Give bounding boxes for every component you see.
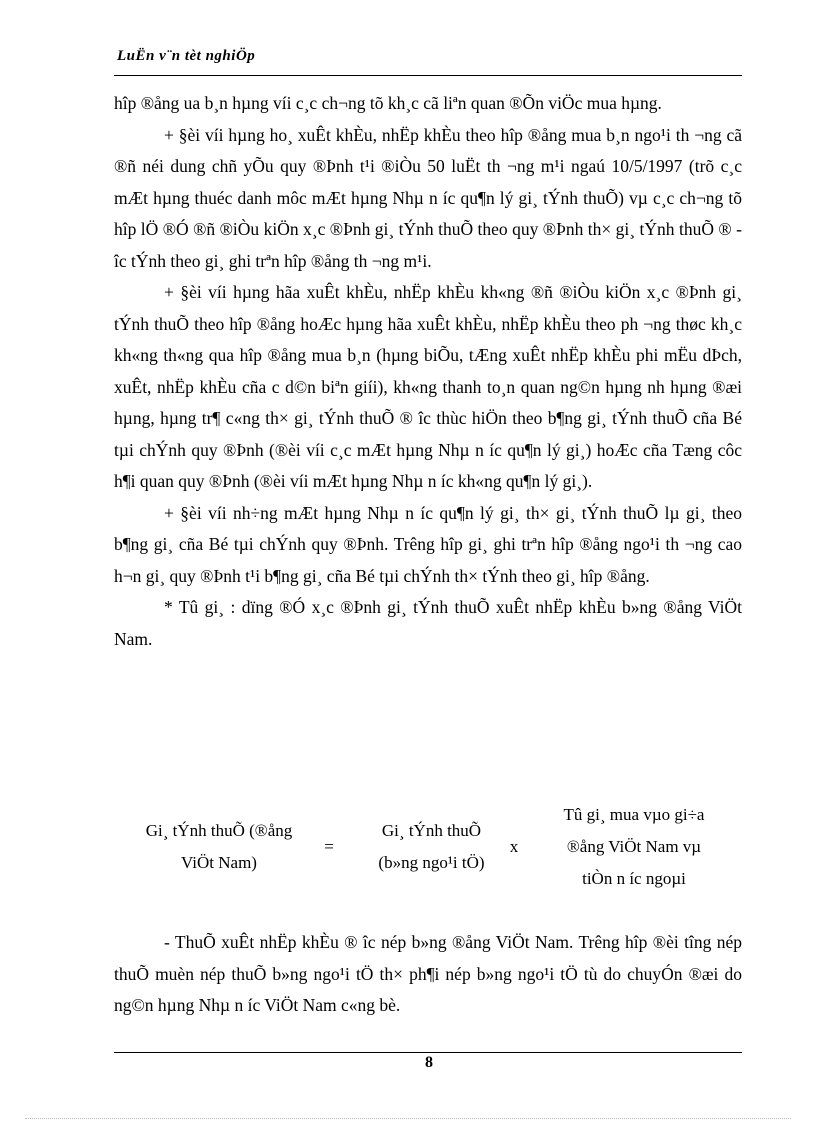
paragraph-exchange-rate: * Tû gi¸ : dïng ®Ó x¸c ®Þnh gi¸ tÝnh thuÕ xuÊt nhËp khÈu b»ng ®ång ViÖt Nam. (114, 597, 742, 649)
formula-term2-line2: ®ång ViÖt Nam vµ (566, 837, 702, 856)
paragraph-import-export-contract: + §èi víi hµng ho¸ xuÊt khÈu, nhËp khÈu theo hîp ®ång mua b¸n ngo¹i th ¬ng cã ®ñ néi dung chñ yÕu quy ®Þnh t¹i ®iÒu 50 luËt th ¬ng m¹i ngaú 10/5/1997 (trõ c¸c mÆt hµng thuéc danh môc mÆt hµng Nhµ n íc qu¶n lý gi¸ tÝnh thuÕ) vµ c¸c ch¬ng tõ hîp lÖ ®Ó ®ñ ®iÒu kiÖn x¸c ®Þnh gi¸ tÝnh thuÕ theo quy ®Þnh th× gi¸ tÝnh thuÕ ® îc tÝnh theo gi¸ ghi trªn hîp ®ång th ¬ng m¹i. (114, 124, 742, 271)
tax-price-formula (114, 797, 742, 897)
formula-term-exchange-rate (534, 799, 734, 895)
formula-lhs (124, 815, 314, 879)
page-bottom-edge (25, 1118, 791, 1119)
formula-lhs-line2: ViÖt Nam) (181, 853, 257, 872)
header-rule (114, 75, 742, 76)
formula-term1-line2: (b»ng ngo¹i tÖ) (378, 853, 485, 872)
paragraph-no-contract-goods: + §èi víi hµng hãa xuÊt khÈu, nhËp khÈu kh«ng ®ñ ®iÒu kiÖn x¸c ®Þnh gi¸ tÝnh thuÕ theo hîp ®ång hoÆc hµng hãa xuÊt khÈu, nhËp khÈu theo ph ¬ng thøc kh¸c kh«ng th«ng qua hîp ®ång mua b¸n (hµng biÕu, tÆng xuÊt nhËp khÈu phi mËu dÞch, xuÊt, nhËp khÈu cña c d©n biªn giíi), kh«ng thanh to¸n quan ng©n hµng nh hµng ®æi hµng, hµng tr¶ c«ng th× gi¸ tÝnh thuÕ ® îc thùc hiÖn theo b¶ng gi¸ tÝnh thuÕ cña Bé tµi chÝnh quy ®Þnh (®èi víi c¸c mÆt hµng Nhµ n íc qu¶n lý gi¸) hoÆc cña Tæng côc h¶i quan quy ®Þnh (®èi víi mÆt hµng Nhµ n íc kh«ng qu¶n lý gi¸). (114, 282, 742, 491)
formula-term-foreign-price (354, 815, 509, 879)
formula-term2-line1: Tû gi¸ mua vµo gi÷a (563, 805, 705, 824)
document-body-lower (114, 927, 742, 1022)
formula-lhs-line1: Gi¸ tÝnh thuÕ (®ång (145, 821, 293, 840)
page-number: 8 (425, 1054, 433, 1071)
paragraph-continuation: hîp ®ång ua b¸n hµng víi c¸c ch¬ng tõ kh¸c cã liªn quan ®Õn viÖc mua hµng. (114, 93, 662, 113)
running-header: LuËn v¨n tèt nghiÖp (117, 48, 256, 64)
formula-term1-line1: Gi¸ tÝnh thuÕ (381, 821, 482, 840)
formula-term2-line3: tiÒn n íc ngoµi (582, 869, 686, 888)
paragraph-state-priced-goods: + §èi víi nh÷ng mÆt hµng Nhµ n íc qu¶n lý gi¸ th× gi¸ tÝnh thuÕ lµ gi¸ theo b¶ng gi¸ cña Bé tµi chÝnh quy ®Þnh. Trêng hîp gi¸ ghi trªn hîp ®ång ngo¹i th ¬ng cao h¬n gi¸ quy ®Þnh t¹i b¶ng gi¸ cña Bé tµi chÝnh th× tÝnh theo gi¸ hîp ®ång. (114, 502, 742, 586)
footer-rule (114, 1052, 742, 1053)
formula-equals-sign: = (324, 837, 334, 856)
formula-multiply-sign: x (509, 837, 519, 856)
paragraph-payment-currency: - ThuÕ xuÊt nhËp khÈu ® îc nép b»ng ®ång ViÖt Nam. Trêng hîp ®èi tîng nép thuÕ muèn nép thuÕ b»ng ngo¹i tÖ th× ph¶i nép b»ng ngo¹i tÖ tù do chuyÓn ®æi do ng©n hµng Nhµ n íc ViÖt Nam c«ng bè. (114, 932, 742, 1015)
document-body (114, 88, 742, 655)
